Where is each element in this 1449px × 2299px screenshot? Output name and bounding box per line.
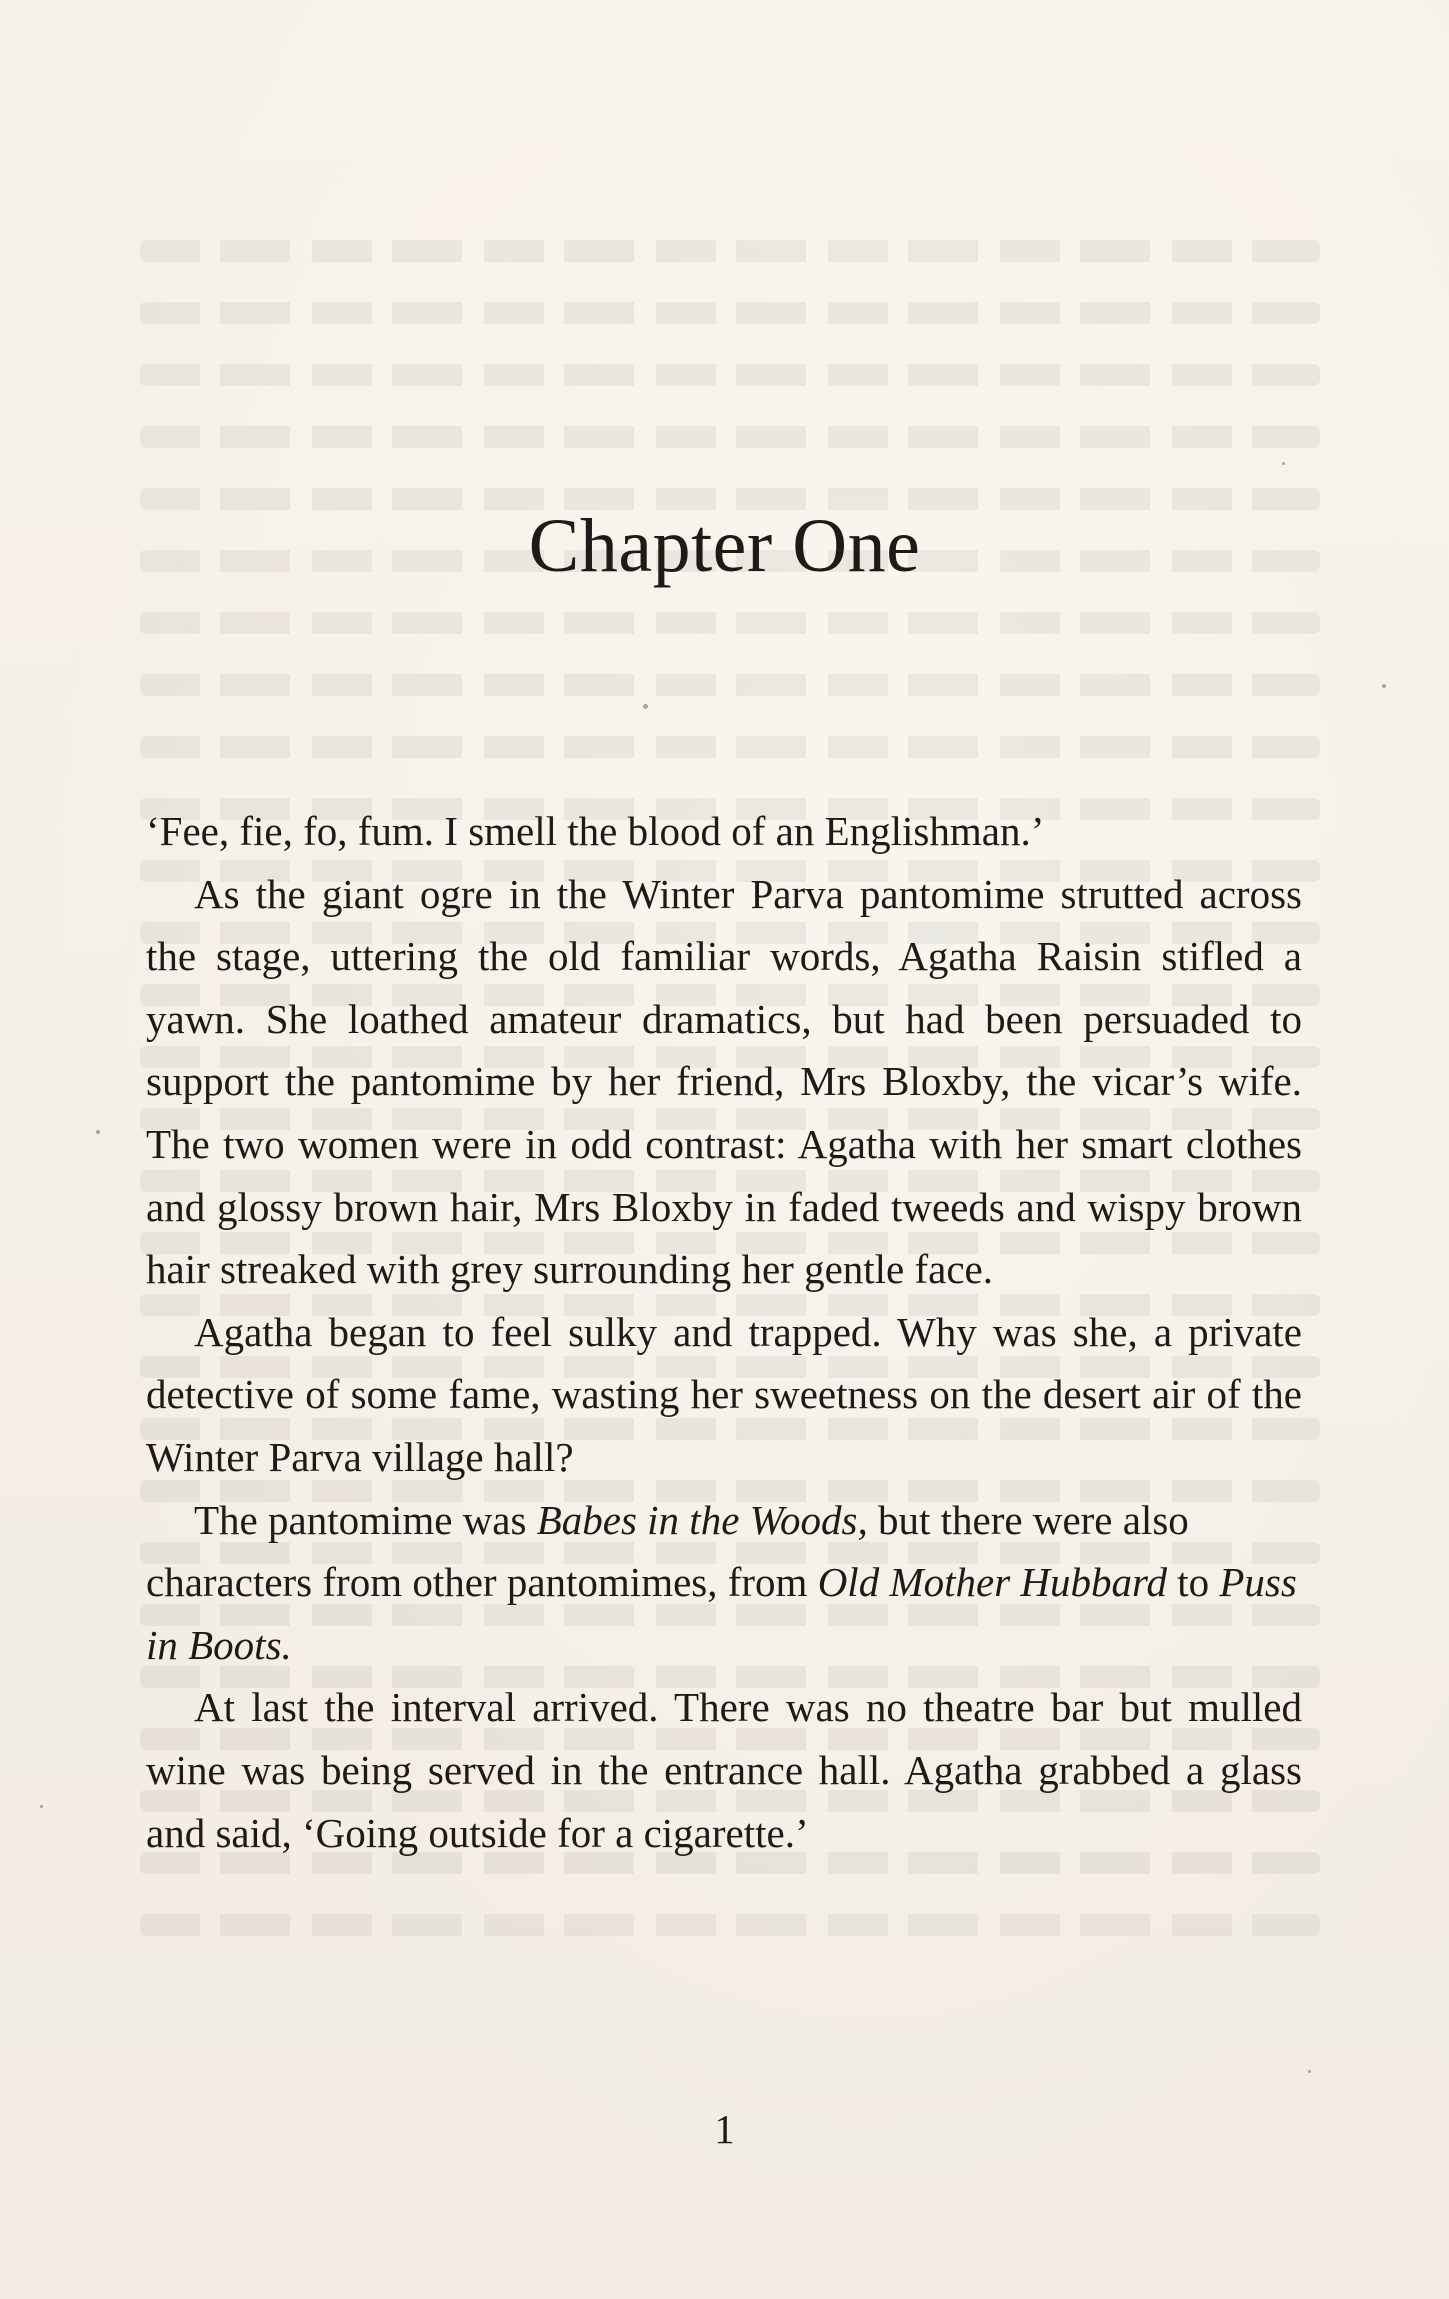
- paragraph-1: ‘Fee, fie, fo, fum. I smell the blood of an Englishman.’: [146, 808, 1045, 854]
- paper-speck: [96, 1130, 100, 1134]
- italic-title-old-mother-hubbard: Old Mother Hubbard: [817, 1559, 1167, 1606]
- paper-speck: [1382, 684, 1386, 688]
- chapter-title: Chapter One: [528, 504, 921, 588]
- paper-speck: [40, 1805, 43, 1808]
- paper-speck: [643, 704, 648, 709]
- paper-speck: [1282, 462, 1285, 465]
- paragraph-4-text: to: [1166, 1559, 1220, 1606]
- body-text: [146, 800, 1302, 1864]
- italic-title-puss-in-boots: Puss in Boots.: [146, 1559, 1297, 1668]
- paragraph-2: As the giant ogre in the Winter Parva pantomime strutted across the stage, uttering the old familiar words, Agatha Raisin stifled a yawn. She loathed amateur dramatics, but had been persuaded to support the pantomime by her friend, Mrs Bloxby, the vicar’s wife. The two women were in odd contrast: Agatha with her smart clothes and glossy brown hair, Mrs Bloxby in faded tweeds and wispy brown hair streaked with grey surrounding her gentle face.: [146, 870, 1302, 1293]
- paragraph-5: At last the interval arrived. There was no theatre bar but mulled wine was being served in the entrance hall. Agatha grabbed a glass and said, ‘Going outside for a cigarette.’: [146, 1684, 1302, 1856]
- paragraph-4-text: The pantomime was: [194, 1496, 537, 1543]
- paper-speck: [1308, 2070, 1311, 2073]
- paragraph-3: Agatha began to feel sulky and trapped. Why was she, a private detective of some fame, wasting her sweetness on the desert air of the Winter Parva village hall?: [146, 1308, 1302, 1480]
- paragraph-4-text: but there were also characters from other pantomimes, from: [146, 1496, 1189, 1606]
- italic-title-babes-in-the-woods: Babes in the Woods,: [536, 1496, 868, 1543]
- page-number: 1: [714, 2106, 735, 2152]
- paragraph-4: [146, 1489, 1302, 1677]
